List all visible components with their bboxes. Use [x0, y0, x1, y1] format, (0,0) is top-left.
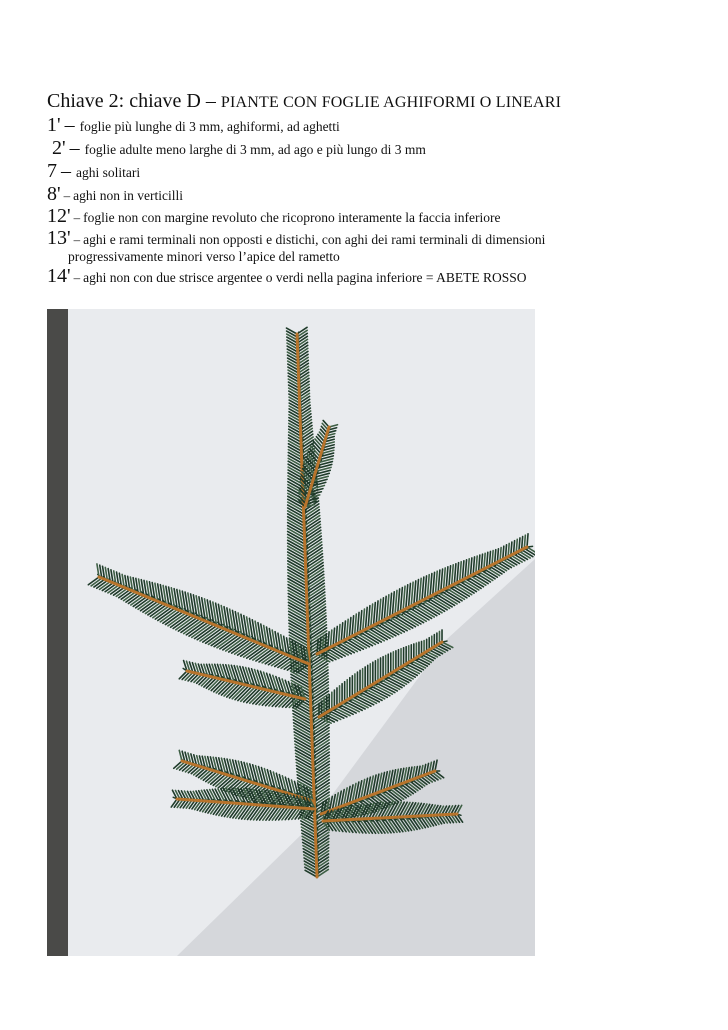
entry-dash: –: [73, 270, 81, 285]
entry-dash: –: [69, 137, 80, 159]
entry-dash: –: [73, 232, 81, 247]
spruce-branch-photo: [47, 309, 535, 956]
key-entry: [47, 160, 722, 183]
entry-text: aghi non con due strisce argentee o verdi nella pagina inferiore = ABETE ROSSO: [83, 270, 527, 285]
spruce-branch-illustration: [47, 309, 535, 956]
key-entry: [47, 114, 722, 137]
page-heading: [47, 88, 717, 116]
entry-number: 7: [47, 160, 57, 182]
entry-dash: –: [61, 160, 71, 182]
key-entry: [47, 205, 722, 227]
entry-number: 12': [47, 205, 71, 227]
photo-left-strip: [47, 309, 68, 956]
key-entry: [47, 183, 722, 205]
entry-dash: –: [73, 210, 81, 225]
entry-text: foglie non con margine revoluto che ricoprono interamente la faccia inferiore: [83, 210, 501, 225]
key-entry: [47, 137, 722, 160]
entry-text: aghi solitari: [76, 165, 141, 180]
entry-number: 14': [47, 265, 71, 287]
heading-dash: –: [205, 90, 216, 112]
entry-text: aghi non in verticilli: [73, 188, 183, 203]
entry-number: 1': [47, 114, 61, 136]
entry-dash: –: [64, 114, 75, 136]
heading-prefix: Chiave 2: chiave D: [47, 90, 201, 112]
entry-text: foglie più lunghe di 3 mm, aghiformi, ad aghetti: [79, 119, 340, 134]
entry-number: 8': [47, 183, 61, 205]
entry-text: aghi e rami terminali non opposti e distichi, con aghi dei rami terminali di dimensioni: [83, 232, 546, 247]
needle: [527, 534, 528, 547]
key-entry: [47, 265, 722, 287]
entry-continuation: progressivamente minori verso l’apice del rametto: [68, 249, 340, 264]
entry-number: 2': [52, 137, 66, 159]
heading-caps: PIANTE CON FOGLIE AGHIFORMI O LINEARI: [220, 94, 562, 111]
entry-number: 13': [47, 227, 71, 249]
entry-dash: –: [63, 188, 71, 203]
entry-text: foglie adulte meno larghe di 3 mm, ad ago e più lungo di 3 mm: [84, 142, 426, 157]
key-entries: [47, 114, 722, 287]
key-entry: [47, 227, 722, 265]
